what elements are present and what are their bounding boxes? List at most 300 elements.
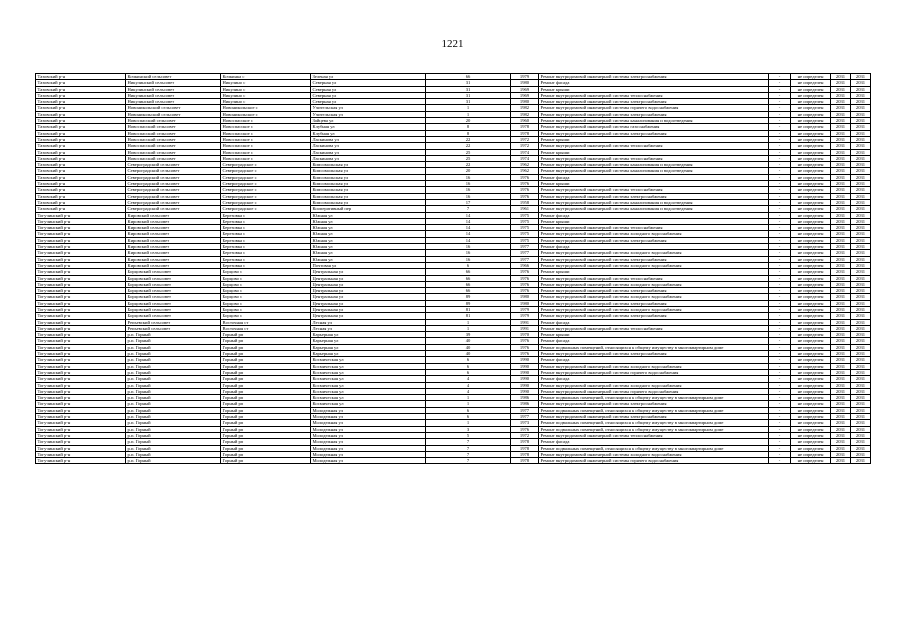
year-cell: 1991 [511,325,539,331]
end-year-cell: 2031 [851,174,871,180]
dash-cell: - [769,458,791,464]
council-cell: Кировский сельсовет [126,256,221,262]
district-cell: Тогучинский р-н [36,458,126,464]
dash-cell: - [769,111,791,117]
council-cell: Кировский сельсовет [126,231,221,237]
street-cell: Молодежная ул [311,451,426,457]
status-cell: не определен [791,426,831,432]
locality-cell: Борцово с [221,275,311,281]
council-cell: Репьевский сельсовет [126,325,221,331]
year-cell: 1977 [511,244,539,250]
district-cell: Тогучинский р-н [36,388,126,394]
end-year-cell: 2031 [851,357,871,363]
year-cell: 1973 [511,420,539,426]
work-type-cell: Ремонт внутридомовой инженерной системы газоснабжения [539,124,769,130]
status-cell: не определен [791,439,831,445]
status-cell: не определен [791,300,831,306]
locality-cell: Новоспасское с [221,136,311,142]
district-cell: Тазовский р-н [36,206,126,212]
end-year-cell: 2031 [851,130,871,136]
start-year-cell: 2031 [831,187,851,193]
district-cell: Тогучинский р-н [36,231,126,237]
street-cell: Южная ул [311,244,426,250]
house-number-cell: 7 [426,458,511,464]
house-number-cell: 40 [426,344,511,350]
status-cell: не определен [791,262,831,268]
dash-cell: - [769,382,791,388]
status-cell: не определен [791,118,831,124]
start-year-cell: 2031 [831,401,851,407]
street-cell: Центральная ул [311,288,426,294]
dash-cell: - [769,212,791,218]
dash-cell: - [769,149,791,155]
house-number-cell: 7 [426,451,511,457]
district-cell: Тазовский р-н [36,181,126,187]
end-year-cell: 2031 [851,388,871,394]
dash-cell: - [769,401,791,407]
dash-cell: - [769,130,791,136]
end-year-cell: 2031 [851,231,871,237]
dash-cell: - [769,256,791,262]
status-cell: не определен [791,357,831,363]
work-type-cell: Ремонт внутридомовой инженерной системы электроснабжения [539,288,769,294]
street-cell: Космическая ул [311,363,426,369]
work-type-cell: Ремонт внутридомовой инженерной системы горячего водоснабжения [539,369,769,375]
start-year-cell: 2031 [831,155,851,161]
locality-cell: Горный рп [221,332,311,338]
year-cell: 1961 [511,206,539,212]
dash-cell: - [769,306,791,312]
locality-cell: Новоспасское с [221,143,311,149]
work-type-cell: Ремонт внутридомовой инженерной системы теплоснабжения [539,92,769,98]
house-number-cell: 7 [426,439,511,445]
locality-cell: Борцово с [221,288,311,294]
locality-cell: Горный рп [221,426,311,432]
work-type-cell: Ремонт внутридомовой инженерной системы канализования и водоотведения [539,168,769,174]
work-type-cell: Ремонт крыши [539,218,769,224]
locality-cell: Горный рп [221,420,311,426]
council-cell: Борцовский сельсовет [126,269,221,275]
dash-cell: - [769,388,791,394]
council-cell: Североградский сельсовет [126,168,221,174]
start-year-cell: 2031 [831,218,851,224]
work-type-cell: Ремонт внутридомовой инженерной системы электроснабжения [539,237,769,243]
council-cell: р.п. Горный [126,458,221,464]
status-cell: не определен [791,231,831,237]
status-cell: не определен [791,105,831,111]
street-cell: Карьерная ул [311,338,426,344]
council-cell: Североградский сельсовет [126,174,221,180]
year-cell: 1991 [511,319,539,325]
year-cell: 1970 [511,332,539,338]
council-cell: Борцовский сельсовет [126,306,221,312]
start-year-cell: 2031 [831,92,851,98]
council-cell: р.п. Горный [126,407,221,413]
house-number-cell: 66 [426,275,511,281]
start-year-cell: 2031 [831,426,851,432]
status-cell: не определен [791,225,831,231]
year-cell: 1978 [511,130,539,136]
house-number-cell: 22 [426,136,511,142]
dash-cell: - [769,244,791,250]
start-year-cell: 2031 [831,376,851,382]
locality-cell: Никулино с [221,80,311,86]
end-year-cell: 2031 [851,92,871,98]
status-cell: не определен [791,401,831,407]
district-cell: Тазовский р-н [36,80,126,86]
year-cell: 1974 [511,149,539,155]
dash-cell: - [769,369,791,375]
start-year-cell: 2031 [831,344,851,350]
street-cell: Северная ул [311,80,426,86]
street-cell: Молодежная ул [311,414,426,420]
end-year-cell: 2031 [851,193,871,199]
year-cell: 1978 [511,451,539,457]
start-year-cell: 2031 [831,74,851,80]
work-type-cell: Ремонт внутридомовой инженерной системы канализования и водоотведения [539,162,769,168]
district-cell: Тогучинский р-н [36,401,126,407]
street-cell: Лесная ул [311,319,426,325]
district-cell: Тогучинский р-н [36,332,126,338]
end-year-cell: 2031 [851,445,871,451]
status-cell: не определен [791,199,831,205]
district-cell: Тогучинский р-н [36,306,126,312]
street-cell: Центральная ул [311,313,426,319]
status-cell: не определен [791,414,831,420]
end-year-cell: 2031 [851,344,871,350]
house-number-cell: 16 [426,181,511,187]
status-cell: не определен [791,168,831,174]
locality-cell: Березовка с [221,231,311,237]
street-cell: Космическая ул [311,388,426,394]
council-cell: Североградский сельсовет [126,199,221,205]
start-year-cell: 2031 [831,288,851,294]
house-number-cell: 20 [426,168,511,174]
house-number-cell: 4 [426,376,511,382]
end-year-cell: 2031 [851,432,871,438]
council-cell: Кировский сельсовет [126,218,221,224]
locality-cell: Березовка с [221,250,311,256]
start-year-cell: 2031 [831,445,851,451]
house-number-cell: 1 [426,401,511,407]
street-cell: Космическая ул [311,401,426,407]
house-number-cell: 16 [426,244,511,250]
street-cell: Южная ул [311,212,426,218]
district-cell: Тогучинский р-н [36,445,126,451]
street-cell: Клубная ул [311,130,426,136]
district-cell: Тогучинский р-н [36,225,126,231]
work-type-cell: Ремонт внутридомовой инженерной системы электроснабжения [539,313,769,319]
year-cell: 1976 [511,426,539,432]
status-cell: не определен [791,136,831,142]
start-year-cell: 2031 [831,332,851,338]
status-cell: не определен [791,193,831,199]
district-cell: Тазовский р-н [36,74,126,80]
end-year-cell: 2031 [851,136,871,142]
council-cell: Борцовский сельсовет [126,281,221,287]
status-cell: не определен [791,319,831,325]
dash-cell: - [769,294,791,300]
registry-body [36,74,871,464]
house-number-cell: 7 [426,445,511,451]
status-cell: не определен [791,111,831,117]
start-year-cell: 2031 [831,244,851,250]
house-number-cell: 3 [426,426,511,432]
locality-cell: Горный рп [221,407,311,413]
start-year-cell: 2031 [831,206,851,212]
end-year-cell: 2031 [851,300,871,306]
start-year-cell: 2031 [831,294,851,300]
work-type-cell: Ремонт внутридомовой инженерной системы канализования и водоотведения [539,199,769,205]
work-type-cell: Ремонт крыши [539,332,769,338]
street-cell: Южная ул [311,250,426,256]
council-cell: Кировский сельсовет [126,262,221,268]
end-year-cell: 2031 [851,237,871,243]
status-cell: не определен [791,130,831,136]
house-number-cell: 89 [426,300,511,306]
end-year-cell: 2031 [851,149,871,155]
district-cell: Тазовский р-н [36,99,126,105]
end-year-cell: 2031 [851,420,871,426]
start-year-cell: 2031 [831,325,851,331]
end-year-cell: 2031 [851,244,871,250]
street-cell: Карьерная ул [311,351,426,357]
house-number-cell: 31 [426,86,511,92]
status-cell: не определен [791,363,831,369]
council-cell: Североградский сельсовет [126,162,221,168]
work-type-cell: Ремонт фасада [539,439,769,445]
work-type-cell: Ремонт крыши [539,269,769,275]
council-cell: Кировский сельсовет [126,244,221,250]
council-cell: р.п. Горный [126,401,221,407]
district-cell: Тогучинский р-н [36,357,126,363]
work-type-cell: Ремонт внутридомовой инженерной системы электроснабжения [539,414,769,420]
district-cell: Тазовский р-н [36,143,126,149]
district-cell: Тазовский р-н [36,86,126,92]
work-type-cell: Ремонт внутридомовой инженерной системы горячего водоснабжения [539,105,769,111]
house-number-cell: 22 [426,162,511,168]
house-number-cell: 6 [426,414,511,420]
district-cell: Тогучинский р-н [36,262,126,268]
council-cell: Кировский сельсовет [126,237,221,243]
dash-cell: - [769,262,791,268]
council-cell: р.п. Горный [126,363,221,369]
council-cell: р.п. Горный [126,369,221,375]
district-cell: Тогучинский р-н [36,414,126,420]
status-cell: не определен [791,288,831,294]
council-cell: Новоспасский сельсовет [126,149,221,155]
locality-cell: Борцово с [221,313,311,319]
council-cell: р.п. Горный [126,344,221,350]
dash-cell: - [769,206,791,212]
council-cell: Борцовский сельсовет [126,300,221,306]
locality-cell: Горный рп [221,432,311,438]
work-type-cell: Ремонт внутридомовой инженерной системы холодного водоснабжения [539,231,769,237]
start-year-cell: 2031 [831,118,851,124]
dash-cell: - [769,250,791,256]
council-cell: Североградский сельсовет [126,181,221,187]
district-cell: Тогучинский р-н [36,319,126,325]
registry-table [35,73,871,464]
year-cell: 1976 [511,181,539,187]
house-number-cell: 1 [426,105,511,111]
year-cell: 1977 [511,414,539,420]
street-cell: Ласкинова ул [311,136,426,142]
council-cell: р.п. Горный [126,451,221,457]
year-cell: 1958 [511,199,539,205]
end-year-cell: 2031 [851,187,871,193]
locality-cell: Березовка с [221,262,311,268]
house-number-cell: 4 [426,382,511,388]
start-year-cell: 2031 [831,451,851,457]
status-cell: не определен [791,99,831,105]
status-cell: не определен [791,275,831,281]
council-cell: Никулинский сельсовет [126,80,221,86]
work-type-cell: Ремонт фасада [539,357,769,363]
year-cell: 1990 [511,388,539,394]
council-cell: Новоспасский сельсовет [126,136,221,142]
status-cell: не определен [791,149,831,155]
end-year-cell: 2031 [851,212,871,218]
year-cell: 1976 [511,338,539,344]
house-number-cell: 6 [426,407,511,413]
year-cell: 1980 [511,99,539,105]
locality-cell: Горный рп [221,376,311,382]
house-number-cell: 40 [426,351,511,357]
locality-cell: Березовка с [221,256,311,262]
dash-cell: - [769,199,791,205]
dash-cell: - [769,231,791,237]
year-cell: 1990 [511,376,539,382]
district-cell: Тогучинский р-н [36,338,126,344]
council-cell: Новоспасский сельсовет [126,155,221,161]
house-number-cell: 20 [426,118,511,124]
house-number-cell: 1 [426,420,511,426]
start-year-cell: 2031 [831,86,851,92]
work-type-cell: Ремонт фасада [539,212,769,218]
year-cell: 1972 [511,136,539,142]
street-cell: Центральная ул [311,306,426,312]
house-number-cell: 1 [426,395,511,401]
council-cell: р.п. Горный [126,414,221,420]
locality-cell: Новоспасское с [221,130,311,136]
locality-cell: Борцово с [221,300,311,306]
district-cell: Тазовский р-н [36,187,126,193]
end-year-cell: 2031 [851,414,871,420]
work-type-cell: Ремонт внутридомовой инженерной системы электроснабжения [539,130,769,136]
status-cell: не определен [791,407,831,413]
locality-cell: Борцово с [221,281,311,287]
house-number-cell: 66 [426,281,511,287]
work-type-cell: Ремонт внутридомовой инженерной системы электроснабжения [539,401,769,407]
end-year-cell: 2031 [851,181,871,187]
district-cell: Тогучинский р-н [36,451,126,457]
start-year-cell: 2031 [831,382,851,388]
work-type-cell: Ремонт крыши [539,86,769,92]
end-year-cell: 2031 [851,319,871,325]
dash-cell: - [769,445,791,451]
council-cell: р.п. Горный [126,420,221,426]
locality-cell: Борцово с [221,294,311,300]
work-type-cell: Ремонт внутридомовой инженерной системы электроснабжения [539,74,769,80]
house-number-cell: 6 [426,369,511,375]
dash-cell: - [769,86,791,92]
street-cell: Космическая ул [311,395,426,401]
street-cell: Ласкинова ул [311,143,426,149]
start-year-cell: 2031 [831,130,851,136]
house-number-cell: 1 [426,325,511,331]
end-year-cell: 2031 [851,395,871,401]
council-cell: Борцовский сельсовет [126,288,221,294]
end-year-cell: 2031 [851,439,871,445]
status-cell: не определен [791,432,831,438]
house-number-cell: 81 [426,306,511,312]
house-number-cell: 31 [426,92,511,98]
locality-cell: Горный рп [221,351,311,357]
end-year-cell: 2031 [851,325,871,331]
dash-cell: - [769,288,791,294]
end-year-cell: 2031 [851,206,871,212]
council-cell: Борцовский сельсовет [126,294,221,300]
end-year-cell: 2031 [851,294,871,300]
work-type-cell: Ремонт внутридомовой инженерной системы горячего водоснабжения [539,388,769,394]
status-cell: не определен [791,294,831,300]
street-cell: Южная ул [311,218,426,224]
start-year-cell: 2031 [831,269,851,275]
street-cell: Молодежная ул [311,432,426,438]
year-cell: 1975 [511,225,539,231]
street-cell: Молодежная ул [311,407,426,413]
council-cell: Новоникольский сельсовет [126,105,221,111]
status-cell: не определен [791,181,831,187]
street-cell: Южная ул [311,237,426,243]
house-number-cell: 14 [426,237,511,243]
year-cell: 1978 [511,124,539,130]
street-cell: Молодежная ул [311,426,426,432]
council-cell: Новоникольский сельсовет [126,111,221,117]
start-year-cell: 2031 [831,105,851,111]
district-cell: Тазовский р-н [36,155,126,161]
year-cell: 1976 [511,281,539,287]
council-cell: р.п. Горный [126,351,221,357]
dash-cell: - [769,124,791,130]
locality-cell: Североградское с [221,187,311,193]
start-year-cell: 2031 [831,143,851,149]
street-cell: Ласкинова ул [311,149,426,155]
house-number-cell: 14 [426,218,511,224]
council-cell: Североградский сельсовет [126,187,221,193]
dash-cell: - [769,281,791,287]
year-cell: 1969 [511,86,539,92]
house-number-cell: 4 [426,388,511,394]
dash-cell: - [769,363,791,369]
house-number-cell: 14 [426,231,511,237]
locality-cell: Борцово с [221,306,311,312]
district-cell: Тогучинский р-н [36,395,126,401]
start-year-cell: 2031 [831,99,851,105]
dash-cell: - [769,344,791,350]
year-cell: 1977 [511,407,539,413]
work-type-cell: Ремонт внутридомовой инженерной системы теплоснабжения [539,325,769,331]
year-cell: 1979 [511,313,539,319]
end-year-cell: 2031 [851,369,871,375]
council-cell: Новоспасский сельсовет [126,124,221,130]
dash-cell: - [769,105,791,111]
status-cell: не определен [791,187,831,193]
year-cell: 1990 [511,369,539,375]
end-year-cell: 2031 [851,86,871,92]
year-cell: 1978 [511,439,539,445]
